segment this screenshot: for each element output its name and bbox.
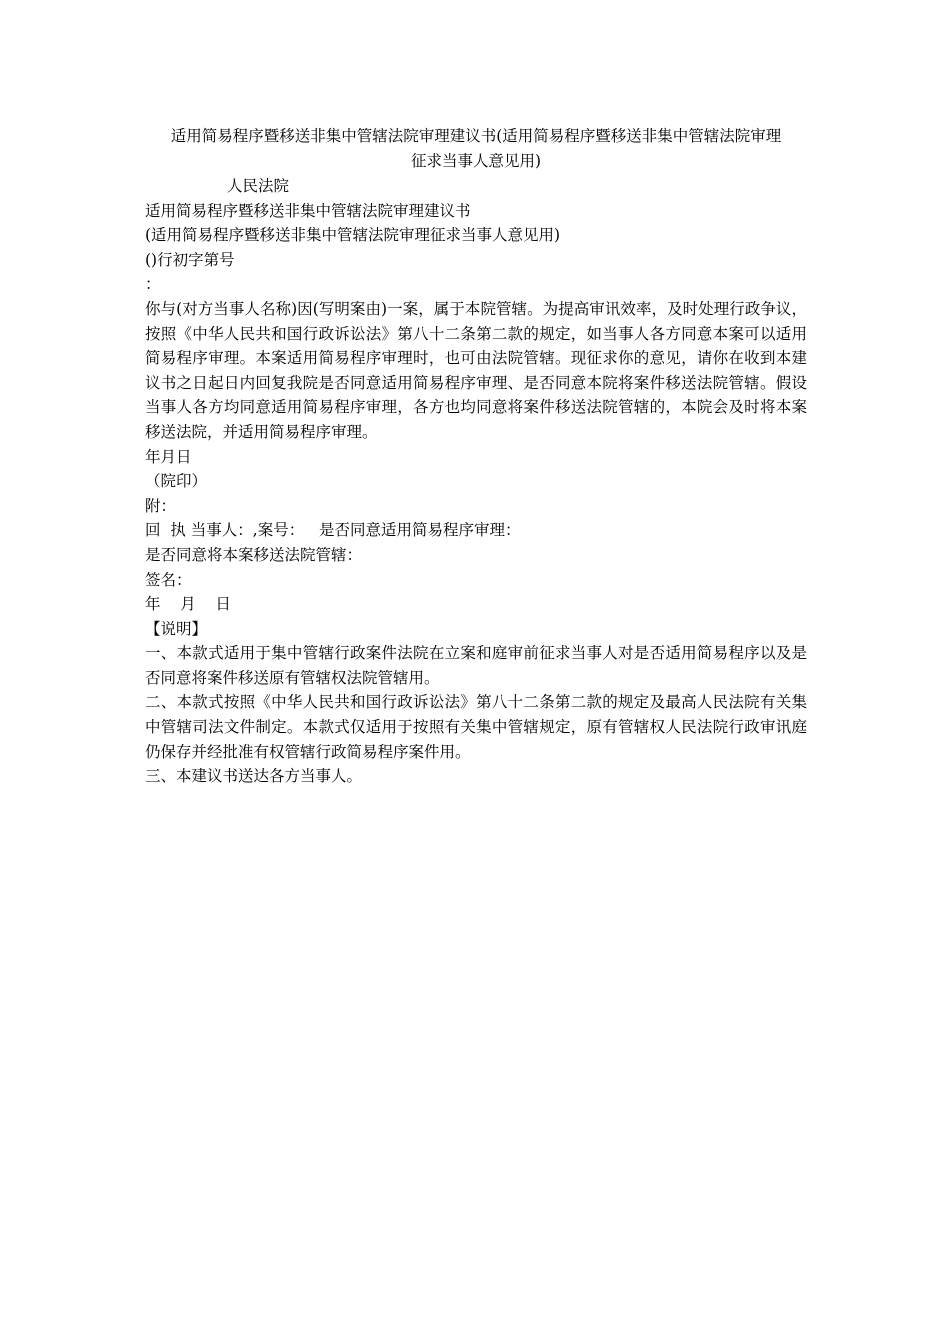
document-title — [145, 124, 807, 174]
note-item: 二、本款式按照《中华人民共和国行政诉讼法》第八十二条第二款的规定及最高人民法院有关集中管辖司法文件制定。本款式仅适用于按照有关集中管辖规定，原有管辖权人民法院行政审讯庭仍保存并经批准有权管辖行政简易程序案件用。 — [145, 693, 807, 761]
body-paragraph: 你与(对方当事人名称)因(写明案由)一案，属于本院管辖。为提高审讯效率，及时处理行政争议，按照《中华人民共和国行政诉讼法》第八十二条第二款的规定，如当事人各方同意本案可以适用简易程序审理。本案适用简易程序审理时，也可由法院管辖。现征求你的意见，请你在收到本建议书之日起日内回复我院是否同意适用简易程序审理、是否同意本院将案件移送法院管辖。假设当事人各方均同意适用简易程序审理，各方也均同意将案件移送法院管辖的，本院会及时将本案移送法院，并适用简易程序审理。 — [145, 299, 807, 441]
document-page — [145, 124, 807, 789]
salutation: ： — [145, 275, 161, 294]
date-line: 年月日 — [145, 447, 192, 466]
court-seal: （院印） — [145, 472, 208, 491]
signature-line: 签名： — [145, 570, 192, 589]
attachment-label: 附： — [145, 496, 177, 515]
document-subtitle: (适用简易程序暨移送非集中管辖法院审理征求当事人意见用) — [145, 226, 561, 245]
title-line-2: 征求当事人意见用) — [410, 152, 542, 170]
receipt-line: 回 执 当事人：,案号： 是否同意适用简易程序审理： — [145, 521, 521, 540]
transfer-question: 是否同意将本案移送法院管辖： — [145, 545, 363, 564]
receipt-date: 年 月 日 — [145, 595, 231, 614]
notes-heading: 【说明】 — [145, 619, 208, 638]
note-item: 三、本建议书送达各方当事人。 — [145, 767, 363, 786]
title-line-1: 适用简易程序暨移送非集中管辖法院审理建议书(适用简易程序暨移送非集中管辖法院审理 — [170, 127, 782, 145]
note-item: 一、本款式适用于集中管辖行政案件法院在立案和庭审前征求当事人对是否适用简易程序以及是否同意将案件移送原有管辖权法院管辖用。 — [145, 644, 807, 687]
document-name: 适用简易程序暨移送非集中管辖法院审理建议书 — [145, 201, 471, 220]
case-number: ()行初字第号 — [145, 250, 235, 269]
court-name: 人民法院 — [227, 177, 290, 195]
